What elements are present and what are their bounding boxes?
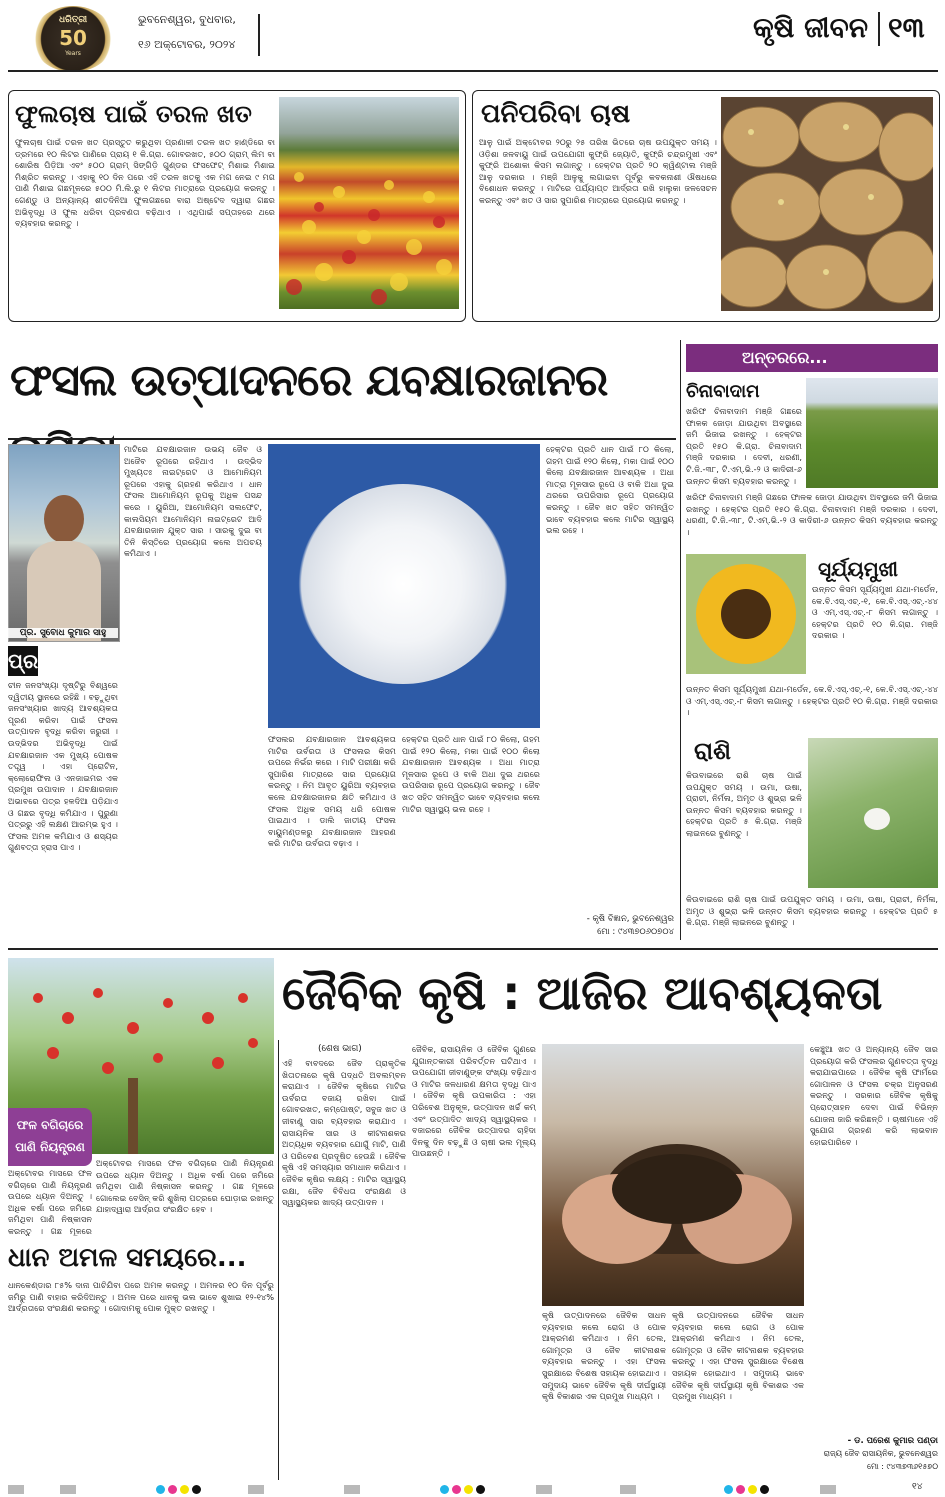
organic-continued: (ଶେଷ ଭାଗ)	[318, 1044, 362, 1054]
orchard-tag	[8, 1108, 92, 1166]
organic-body-col3: କୃଷି ଉତ୍ପାଦନରେ ଜୈବିକ ସାଧନ ବ୍ୟବହାର କଲେ ରୋଗ ଓ ପୋକ ଆକ୍ରମଣ କମିଥାଏ । ନିମ ତେଲ, ଗୋମୂତ୍ର ଓ ଜୈବ କୀଟନାଶକ ବ୍ୟବହାର କରନ୍ତୁ । ଏହା ଫସଲ ସୁରକ୍ଷାରେ ବିଶେଷ ସହାୟକ ହୋଇଥାଏ । ସମୁଦାୟ ଭାବେ ଜୈବିକ କୃଷି ଦୀର୍ଘସ୍ଥାୟୀ କୃଷି ବିକାଶର ଏକ ପ୍ରମୁଖ ମାଧ୍ୟମ ।	[542, 1310, 666, 1402]
sesame-body-cont: କିଉବାଇରେ ରାଶି ଚାଷ ପାଇଁ ଉପଯୁକ୍ତ ସମୟ । ଉମା, ଉଷା, ପ୍ରାଚୀ, ନିର୍ମଳା, ଅମୃତ ଓ ଶୁଭ୍ରା ଭଳି ଉନ୍ନତ କିସମ ବ୍ୟବହାର କରନ୍ତୁ । ହେକ୍ଟର ପ୍ରତି ୫ କି.ଗ୍ରା. ମଞ୍ଜି ଲାଇନରେ ବୁଣନ୍ତୁ ।	[686, 894, 938, 928]
reg-black	[760, 1485, 769, 1494]
grey-block	[248, 1485, 264, 1494]
groundnut-body: ଖରିଫ ଚିନାବାଦାମ ମଞ୍ଜି ଗଛରେ ଫାଳକ ଜୋଡ଼ା ଯାଉଥିବା ଅବସ୍ଥାରେ ଜମି ଭିଜାଇ ରଖନ୍ତୁ । ହେକ୍ଟର ପ୍ରତି ୧୫୦ କି.ଗ୍ରା. ଚିନାବାଦାମ ମଞ୍ଜି ଦରକାର । ଦେବୀ, ଧରଣୀ, ଟି.ଜି.-୩୮, ଟି.ଏମ୍.ଭି.-୨ ଓ କାଦିରୀ-୬ ଉନ୍ନତ କିସମ ବ୍ୟବହାର କରନ୍ତୁ ।	[686, 406, 802, 486]
author-body	[27, 541, 101, 641]
organic-body-col3b: କୃଷି ଉତ୍ପାଦନରେ ଜୈବିକ ସାଧନ ବ୍ୟବହାର କଲେ ରୋଗ ଓ ପୋକ ଆକ୍ରମଣ କମିଥାଏ । ନିମ ତେଲ, ଗୋମୂତ୍ର ଓ ଜୈବ କୀଟନାଶକ ବ୍ୟବହାର କରନ୍ତୁ । ଏହା ଫସଲ ସୁରକ୍ଷାରେ ବିଶେଷ ସହାୟକ ହୋଇଥାଏ । ସମୁଦାୟ ଭାବେ ଜୈବିକ କୃଷି ଦୀର୍ଘସ୍ଥାୟୀ କୃଷି ବିକାଶର ଏକ ପ୍ରମୁଖ ମାଧ୍ୟମ ।	[672, 1310, 804, 1402]
paddy-title: ଧାନ ଅମଳ ସମୟରେ...	[8, 1243, 247, 1273]
groundnut-field-photo	[806, 378, 938, 488]
potato-photo	[721, 97, 933, 311]
logo-years-label: Years	[65, 50, 81, 57]
main-contact: ମୋ : ୯୪୩୭୦୬୦୭୦୪	[597, 927, 674, 937]
sesame-flower	[864, 808, 890, 830]
main-bottom-rule	[8, 948, 938, 950]
grey-block	[344, 1485, 360, 1494]
reg-black	[192, 1485, 201, 1494]
reg-cyan	[156, 1485, 165, 1494]
grey-block	[620, 1485, 636, 1494]
sunflower-photo	[686, 554, 806, 674]
reg-yellow	[464, 1485, 473, 1494]
place-day: ଭୁବନେଶ୍ୱର, ବୁଧବାର,	[138, 13, 236, 26]
orchard-body: ଅକ୍ଟୋବର ମାସରେ ଫଳ ବଗିଚାରେ ପାଣି ନିୟନ୍ତ୍ରଣ ଉପରେ ଧ୍ୟାନ ଦିଅନ୍ତୁ । ଅଧିକ ବର୍ଷା ପରେ ଜମିରେ ଜମିଥିବା ପାଣି ନିଷ୍କାସନ କରନ୍ତୁ । ଗଛ ମୂଳରେ ଗୋଲେଇ ବେସିନ୍ କରି ଶୁଖିଲା ପତ୍ରରେ ଘୋଡ଼ାଇ ରଖନ୍ତୁ ଯାହାଦ୍ୱାରା ଆର୍ଦ୍ରତା ସଂରକ୍ଷିତ ହେବ ।	[96, 1158, 274, 1215]
reg-black	[476, 1485, 485, 1494]
vegetable-article-body: ଆଳୁ ପାଇଁ ଅକ୍ଟୋବର ୨୦ରୁ ୨୫ ତାରିଖ ଭିତରେ ଚାଷ ଉପଯୁକ୍ତ ସମୟ । ଓଡ଼ିଶା ଜଳବାୟୁ ପାଇଁ ଉପଯୋଗୀ କୁଫ୍ରି ଜ୍ୟୋତି, କୁଫ୍ରି ଚନ୍ଦ୍ରମୁଖୀ ଏବଂ କୁଫ୍ରି ଅଶୋକା କିସମ ଲଗାନ୍ତୁ । ହେକ୍ଟର ପ୍ରତି ୨୦ କ୍ୱିଣ୍ଟାଲ ମଞ୍ଜି ଆଳୁ ଦରକାର । ମଞ୍ଜି ଆଳୁକୁ ଲଗାଇବା ପୂର୍ବରୁ କବକନାଶୀ ଔଷଧରେ ବିଶୋଧନ କରନ୍ତୁ । ମାଟିରେ ପର୍ଯ୍ୟାପ୍ତ ଆର୍ଦ୍ରତା ରଖି ହାଲୁକା ଜଳସେଚନ କରନ୍ତୁ ଏବଂ ଖତ ଓ ସାର ସୁପାରିଶ ମାତ୍ରାରେ ପ୍ରୟୋଗ କରନ୍ତୁ ।	[479, 137, 717, 205]
soil-hands-photo	[542, 1044, 804, 1306]
groundnut-title: ଚିନାବାଦାମ	[686, 381, 760, 402]
page-marker: ୧୪	[912, 1482, 923, 1492]
main-byline: - କୃଷି ବିଜ୍ଞାନ, ଭୁବନେଶ୍ୱର	[586, 914, 674, 924]
grey-block	[536, 1485, 552, 1494]
reg-yellow	[180, 1485, 189, 1494]
sunflower-body-cont: ଉନ୍ନତ କିସମ ସୂର୍ଯ୍ୟମୁଖୀ ଯଥା-ମର୍ଡେନ, କେ.ବି.ଏସ୍.ଏଚ୍.-୧, କେ.ବି.ଏସ୍.ଏଚ୍.-୪୪ ଓ ଏମ୍.ଏସ୍.ଏଚ୍.-୮ କିସମ ଲଗାନ୍ତୁ । ହେକ୍ଟର ପ୍ରତି ୧୦ କି.ଗ୍ରା. ମଞ୍ଜି ଦରକାର ।	[686, 684, 938, 718]
grey-block	[8, 1485, 24, 1494]
orchard-tag-text: ଫଳ ବଗିଚାରେ ପାଣି ନିୟନ୍ତ୍ରଣ	[15, 1118, 85, 1154]
main-body-col1-top: ମାଟିରେ ଯବକ୍ଷାରଜାନ ଉଭୟ ଜୈବ ଓ ଅଜୈବ ରୂପରେ ରହିଥାଏ । ଉଦ୍ଭିଦ ମୁଖ୍ୟତଃ ନାଇଟ୍ରେଟ ଓ ଆମୋନିୟମ ରୂପରେ ଏହାକୁ ଗ୍ରହଣ କରିଥାଏ । ଧାନ ଫସଲ ଆମୋନିୟମ ରୂପକୁ ଅଧିକ ପସନ୍ଦ କରେ । ୟୁରିଆ, ଆମୋନିୟମ ସଲଫେଟ, କାଲସିୟମ ଆମୋନିୟମ ନାଇଟ୍ରେଟ ଆଦି ଯବକ୍ଷାରଜାନ ଯୁକ୍ତ ସାର । ସାରକୁ ଦୁଇ ବା ତିନି କିସ୍ତିରେ ପ୍ରୟୋଗ କଲେ ଅପଚୟ କମିଥାଏ ।	[124, 444, 262, 559]
logo-text: ଧରିତ୍ରୀ	[58, 15, 88, 25]
organic-contact: ମୋ : ୯୪୩୭୩୬୧୫୭୦	[866, 1462, 938, 1471]
issue-date: ୧୬ ଅକ୍ଟୋବର, ୨୦୨୪	[138, 38, 236, 51]
reg-magenta	[452, 1485, 461, 1494]
sesame-body: କିଉବାଇରେ ରାଶି ଚାଷ ପାଇଁ ଉପଯୁକ୍ତ ସମୟ । ଉମା, ଉଷା, ପ୍ରାଚୀ, ନିର୍ମଳା, ଅମୃତ ଓ ଶୁଭ୍ରା ଭଳି ଉନ୍ନତ କିସମ ବ୍ୟବହାର କରନ୍ତୁ । ହେକ୍ଟର ପ୍ରତି ୫ କି.ଗ୍ରା. ମଞ୍ଜି ଲାଇନରେ ବୁଣନ୍ତୁ ।	[686, 770, 802, 838]
orchard-body-cont: ଅକ୍ଟୋବର ମାସରେ ଫଳ ବଗିଚାରେ ପାଣି ନିୟନ୍ତ୍ରଣ ଉପରେ ଧ୍ୟାନ ଦିଅନ୍ତୁ । ଅଧିକ ବର୍ଷା ପରେ ଜମିରେ ଜମିଥିବା ପାଣି ନିଷ୍କାସନ କରନ୍ତୁ । ଗଛ ମୂଳରେ	[8, 1168, 92, 1236]
author-photo	[8, 444, 120, 642]
logo-years-number: 50	[59, 26, 87, 50]
tulip-field-photo	[279, 97, 459, 309]
author-head	[44, 495, 84, 543]
organic-headline: ଜୈବିକ କୃଷି : ଆଜିର ଆବଶ୍ୟକତା	[282, 966, 883, 1020]
flower-article-body: ଫୁଲଚାଷ ପାଇଁ ତରଳ ଖତ ପ୍ରସ୍ତୁତ କରୁଥିବା ପ୍ରଣାଳୀ ତରଳ ଖତ ହାଣ୍ଡିରେ ବା ଡ୍ରମରେ ୧୦ ଲିଟର ପାଣିରେ ପ୍ରାୟ ୧ କି.ଗ୍ରା. ଗୋବରଖତ, ୫୦୦ ଗ୍ରାମ୍ ଲିମ ବା ଶୋରିଷ ପିଡ଼ିଆ ଏବଂ ୫୦୦ ଗ୍ରାମ୍ ସିଙ୍ଗିଡ଼ି ଗୁଣ୍ଡର ଫସଫେଟ୍ ମିଶାଇ ମିଶାଇ ମିଶ୍ରିତ କରନ୍ତୁ । ଏହାକୁ ୧୦ ଦିନ ପରେ ଏହି ତରଳ ଖତକୁ ଏକ ମଗ ନେଇ ୯ ମଗ ପାଣି ମିଶାଇ ଗଛମୂଳରେ ୫୦୦ ମି.ଲି.ରୁ ୧ ଲିଟର ମାତ୍ରାରେ ପ୍ରୟୋଗ କରନ୍ତୁ । ଗେଣ୍ଡୁ ଓ ଅନ୍ୟାନ୍ୟ ଶୀତଦିନିଆ ଫୁଲଗଛରେ ବାରା ଅଷ୍ଟେଦ ଦ୍ୱାରା ଗଛର ଅଭିବୃଦ୍ଧି ଓ ଫୁଲ ଧରିବା ପ୍ରବଣତା ବଢ଼ିଥାଏ । ଏଥିପାଇଁ ସପ୍ତାହରେ ଥରେ ବ୍ୟବହାର କରନ୍ତୁ ।	[15, 137, 275, 229]
logo-badge	[32, 6, 114, 72]
reg-yellow	[748, 1485, 757, 1494]
reg-magenta	[736, 1485, 745, 1494]
print-registration-strip	[0, 1482, 945, 1497]
sidebar-divider	[680, 340, 681, 940]
section-divider	[878, 12, 880, 46]
orchard-divider	[278, 1040, 279, 1480]
reg-cyan	[440, 1485, 449, 1494]
sesame-photo	[808, 738, 938, 888]
flower-article-title: ଫୁଲଚାଷ ପାଇଁ ତରଳ ଖତ	[15, 100, 252, 128]
tulip-dots	[279, 97, 459, 309]
section-title: କୃଷି ଜୀବନ	[753, 11, 868, 44]
paddy-body: ଧାନକେଣ୍ଡାର ୮୫% ଦାନା ପାଚିଯିବା ପରେ ଅମଳ କରନ୍ତୁ । ଅମଳର ୧୦ ଦିନ ପୂର୍ବରୁ ଜମିରୁ ପାଣି ବାହାର କରିଦିଅନ୍ତୁ । ଅମଳ ପରେ ଧାନକୁ ଭଲ ଭାବେ ଶୁଖାଇ ୧୨-୧୪% ଆର୍ଦ୍ରତାରେ ସଂରକ୍ଷଣ କରନ୍ତୁ । ଗୋଦାମକୁ ପୋକ ମୁକ୍ତ ରଖନ୍ତୁ ।	[8, 1280, 274, 1314]
organic-affiliation: ରାଜ୍ୟ ଜୈବ ରାସାୟନିକ, ଭୁବନେଶ୍ୱର	[823, 1449, 938, 1458]
soil-top	[612, 1154, 742, 1224]
vegetable-article	[472, 90, 940, 322]
organic-body-col2: ଜୈବିକ, ରାସାୟନିକ ଓ ଜୈବିକ ଗୁଣରେ ଯୁଗାନ୍ତକାରୀ ପରିବର୍ତ୍ତନ ଘଟିଥାଏ । ଉପଯୋଗୀ ଜୀବାଣୁଙ୍କ ସଂଖ୍ୟା ବଢ଼ିଥାଏ ଓ ମାଟିର ଜଳଧାରଣ କ୍ଷମତା ବୃଦ୍ଧି ପାଏ । ଜୈବିକ କୃଷି ଉପକାରିତା : ଏହା ପରିବେଶ ଅନୁକୂଳ, ଉତ୍ପାଦନ ଖର୍ଚ୍ଚ କମ୍ ଏବଂ ଉତ୍ପାଦିତ ଖାଦ୍ୟ ସ୍ୱାସ୍ଥ୍ୟକର । ବଜାରରେ ଜୈବିକ ଉତ୍ପାଦର ଚାହିଦା ଦିନକୁ ଦିନ ବଢ଼ୁଛି ଓ ଚାଷୀ ଭଲ ମୂଲ୍ୟ ପାଉଛନ୍ତି ।	[412, 1044, 536, 1159]
sunflower-title: ସୂର୍ଯ୍ୟମୁଖୀ	[818, 557, 898, 581]
main-body-col4a: ହେକ୍ଟର ପ୍ରତି ଧାନ ପାଇଁ ୮୦ କିଲୋ, ଗହମ ପାଇଁ ୧୨୦ କିଲୋ, ମକା ପାଇଁ ୧୦୦ କିଲୋ ଯବକ୍ଷାରଜାନ ଆବଶ୍ୟକ । ଅଧା ମାତ୍ରା ମୂଳସାର ରୂପେ ଓ ବାକି ଅଧା ଦୁଇ ଥରରେ ଉପରିସାର ରୂପେ ପ୍ରୟୋଗ କରନ୍ତୁ । ଜୈବ ଖତ ସହିତ ସମନ୍ୱିତ ଭାବେ ବ୍ୟବହାର କଲେ ମାଟିର ସ୍ୱାସ୍ଥ୍ୟ ଭଲ ରହେ ।	[402, 734, 540, 814]
sunflower-body: ଉନ୍ନତ କିସମ ସୂର୍ଯ୍ୟମୁଖୀ ଯଥା-ମର୍ଡେନ, କେ.ବି.ଏସ୍.ଏଚ୍.-୧, କେ.ବି.ଏସ୍.ଏଚ୍.-୪୪ ଓ ଏମ୍.ଏସ୍.ଏଚ୍.-୮ କିସମ ଲଗାନ୍ତୁ । ହେକ୍ଟର ପ୍ରତି ୧୦ କି.ଗ୍ରା. ମଞ୍ଜି ଦରକାର ।	[812, 584, 938, 641]
fertilizer-pile	[298, 484, 508, 684]
masthead	[0, 0, 945, 80]
flower-article	[8, 90, 466, 322]
grey-block	[60, 1485, 76, 1494]
fertilizer-photo	[268, 444, 540, 728]
groundnut-body-cont: ଖରିଫ ଚିନାବାଦାମ ମଞ୍ଜି ଗଛରେ ଫାଳକ ଜୋଡ଼ା ଯାଉଥିବା ଅବସ୍ଥାରେ ଜମି ଭିଜାଇ ରଖନ୍ତୁ । ହେକ୍ଟର ପ୍ରତି ୧୫୦ କି.ଗ୍ରା. ଚିନାବାଦାମ ମଞ୍ଜି ଦରକାର । ଦେବୀ, ଧରଣୀ, ଟି.ଜି.-୩୮, ଟି.ଏମ୍.ଭି.-୨ ଓ କାଦିରୀ-୬ ଉନ୍ନତ କିସମ ବ୍ୟବହାର କରନ୍ତୁ ।	[686, 492, 938, 537]
sunflower-center	[721, 589, 771, 639]
grey-block	[820, 1485, 836, 1494]
masthead-divider	[258, 14, 260, 56]
main-body-col3: ଫସଲର ଯବକ୍ଷାରଜାନ ଆବଶ୍ୟକତା ମାଟିର ଉର୍ବରତା ଓ ଫସଲର କିସମ ଉପରେ ନିର୍ଭର କରେ । ମାଟି ପରୀକ୍ଷା କରି ସୁପାରିଶ ମାତ୍ରାରେ ସାର ପ୍ରୟୋଗ କରନ୍ତୁ । ନିମ ଆବୃତ ୟୁରିଆ ବ୍ୟବହାର କଲେ ଯବକ୍ଷାରଜାନର କ୍ଷତି କମିଥାଏ ଓ ଫସଲ ଅଧିକ ସମୟ ଧରି ପୋଷକ ପାଇଥାଏ । ଡାଲି ଜାତୀୟ ଫସଲ ବାୟୁମଣ୍ଡଳରୁ ଯବକ୍ଷାରଜାନ ଆହରଣ କରି ମାଟିର ଉର୍ବରତା ବଢ଼ାଏ ।	[268, 734, 396, 849]
main-headline: ଫସଲ ଉତ୍ପାଦନରେ ଯବକ୍ଷାରଜାନର	[10, 355, 608, 406]
main-body-col1: ଚୀନ ଜନସଂଖ୍ୟା ଦୃଷ୍ଟିରୁ ବିଶ୍ୱରେ ଦ୍ୱିତୀୟ ସ୍ଥାନରେ ରହିଛି । ବଢ଼ୁଥିବା ଜନସଂଖ୍ୟାର ଖାଦ୍ୟ ଆବଶ୍ୟକତା ପୂରଣ କରିବା ପାଇଁ ଫସଲ ଉତ୍ପାଦନ ବୃଦ୍ଧି କରିବା ଜରୁରୀ । ଉଦ୍ଭିଦର ଅଭିବୃଦ୍ଧି ପାଇଁ ଯବକ୍ଷାରଜାନ ଏକ ମୁଖ୍ୟ ପୋଷକ ତତ୍ତ୍ୱ । ଏହା ପ୍ରୋଟିନ, କ୍ଲୋରୋଫିଲ ଓ ଏନଜାଇମର ଏକ ପ୍ରମୁଖ ଉପାଦାନ । ଯବକ୍ଷାରଜାନ ଅଭାବରେ ପତ୍ର ହଳଦିଆ ପଡ଼ିଯାଏ ଓ ଗଛର ବୃଦ୍ଧି କମିଯାଏ । ପୁରୁଣା ପତ୍ରରୁ ଏହି ଲକ୍ଷଣ ଆରମ୍ଭ ହୁଏ । ଫସଲ ଅମଳ କମିଯାଏ ଓ ଶସ୍ୟର ଗୁଣବତ୍ତା ହ୍ରାସ ପାଏ ।	[8, 680, 118, 853]
reg-cyan	[724, 1485, 733, 1494]
sidebar-header-text: ଅନ୍ତରରେ...	[742, 348, 828, 367]
drop-cap: ପ୍ର	[8, 646, 38, 676]
sidebar-header	[686, 344, 938, 372]
author-caption: ପ୍ର. ସୁବୋଧ କୁମାର ସାହୁ	[8, 628, 118, 638]
main-body-col5: ହେକ୍ଟର ପ୍ରତି ଧାନ ପାଇଁ ୮୦ କିଲୋ, ଗହମ ପାଇଁ ୧୨୦ କିଲୋ, ମକା ପାଇଁ ୧୦୦ କିଲୋ ଯବକ୍ଷାରଜାନ ଆବଶ୍ୟକ । ଅଧା ମାତ୍ରା ମୂଳସାର ରୂପେ ଓ ବାକି ଅଧା ଦୁଇ ଥରରେ ଉପରିସାର ରୂପେ ପ୍ରୟୋଗ କରନ୍ତୁ । ଜୈବ ଖତ ସହିତ ସମନ୍ୱିତ ଭାବେ ବ୍ୟବହାର କଲେ ମାଟିର ସ୍ୱାସ୍ଥ୍ୟ ଭଲ ରହେ ।	[546, 444, 674, 536]
sesame-title: ରାଶି	[694, 737, 731, 765]
reg-magenta	[168, 1485, 177, 1494]
vegetable-article-title: ପନିପରିବା ଚାଷ	[481, 99, 631, 129]
main-headline-rule	[8, 438, 676, 440]
organic-byline: - ଡ. ପରେଶ କୁମାର ପଣ୍ଡା	[847, 1436, 938, 1446]
potato-shapes	[721, 97, 933, 311]
masthead-bottom-rule	[8, 70, 938, 72]
organic-body-col1: ଏହି ବାବଦରେ ଜୈବ ପ୍ରାକୃତିକ ଖିତାତନାରେ କୃଷି ପଦ୍ଧତି ଅବଲମ୍ବନ କରାଯାଏ । ଜୈବିକ କୃଷିରେ ମାଟିର ଉର୍ବରତା ବଜାୟ ରଖିବା ପାଇଁ ଗୋବରଖତ, କମ୍ପୋଷ୍ଟ, ସବୁଜ ଖତ ଓ ଜୀବାଣୁ ସାର ବ୍ୟବହାର କରାଯାଏ । ରାସାୟନିକ ସାର ଓ କୀଟନାଶକର ଅତ୍ୟଧିକ ବ୍ୟବହାର ଯୋଗୁଁ ମାଟି, ପାଣି ଓ ପରିବେଶ ପ୍ରଦୂଷିତ ହେଉଛି । ଜୈବିକ କୃଷି ଏହି ସମସ୍ୟାର ସମାଧାନ କରିଥାଏ । ଜୈବିକ କୃଷିର ଲକ୍ଷ୍ୟ : ମାଟିର ସ୍ୱାସ୍ଥ୍ୟ ରକ୍ଷା, ଜୈବ ବିବିଧତା ସଂରକ୍ଷଣ ଓ ସ୍ୱାସ୍ଥ୍ୟକର ଖାଦ୍ୟ ଉତ୍ପାଦନ ।	[282, 1058, 406, 1208]
page-number: ୧୩	[888, 11, 925, 44]
organic-body-col4: କେଞ୍ଚୁଆ ଖତ ଓ ଅନ୍ୟାନ୍ୟ ଜୈବ ସାର ପ୍ରୟୋଗ କରି ଫସଲର ଗୁଣବତ୍ତା ବୃଦ୍ଧି କରାଯାଇପାରେ । ଜୈବିକ କୃଷି ଫାର୍ମରେ ଗୋପାଳନ ଓ ଫସଲ ଚକ୍ର ଅନୁସରଣ କରନ୍ତୁ । ସରକାର ଜୈବିକ କୃଷିକୁ ପ୍ରୋତ୍ସାହନ ଦେବା ପାଇଁ ବିଭିନ୍ନ ଯୋଜନା ଜାରି କରିଛନ୍ତି । ଚାଷୀମାନେ ଏହି ସୁଯୋଗ ଗ୍ରହଣ କରି ଲାଭବାନ ହୋଇପାରିବେ ।	[810, 1044, 938, 1147]
